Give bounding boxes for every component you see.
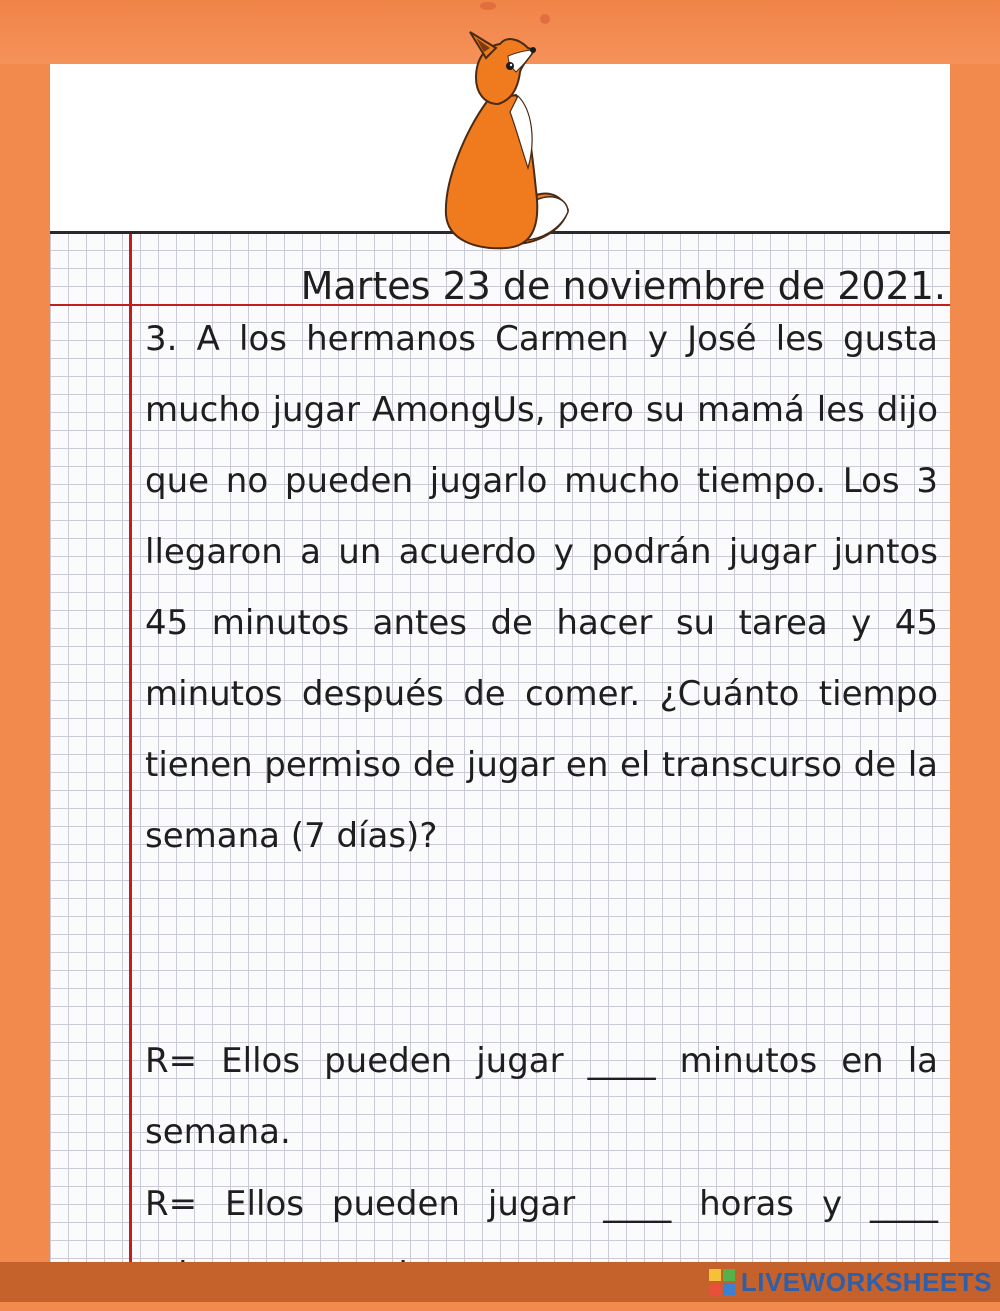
brand-name: LIVEWORKSHEETS xyxy=(740,1266,992,1297)
answer-line-1: R= Ellos pueden jugar ____ minutos en la semana. xyxy=(145,1041,938,1152)
liveworksheets-icon xyxy=(709,1269,735,1295)
fox-illustration xyxy=(436,0,576,256)
date-heading: Martes 23 de noviembre de 2021. xyxy=(300,264,946,308)
margin-line-vertical xyxy=(129,234,132,1264)
problem-text: 3. A los hermanos Carmen y José les gusta mucho jugar AmongUs, pero su mamá les dijo que no pueden jugarlo mucho tiempo. Los 3 llegaron a un acuerdo y podrán jugar juntos 45 minutos antes de hacer su tarea y 45 minutos después de comer. ¿Cuánto tiempo tienen permiso de jugar en el transcurso de la semana (7 días)? xyxy=(145,319,938,856)
answer-line-2: R= Ellos pueden jugar ____ horas y ____ xyxy=(145,1184,938,1224)
liveworksheets-logo xyxy=(709,1266,992,1298)
